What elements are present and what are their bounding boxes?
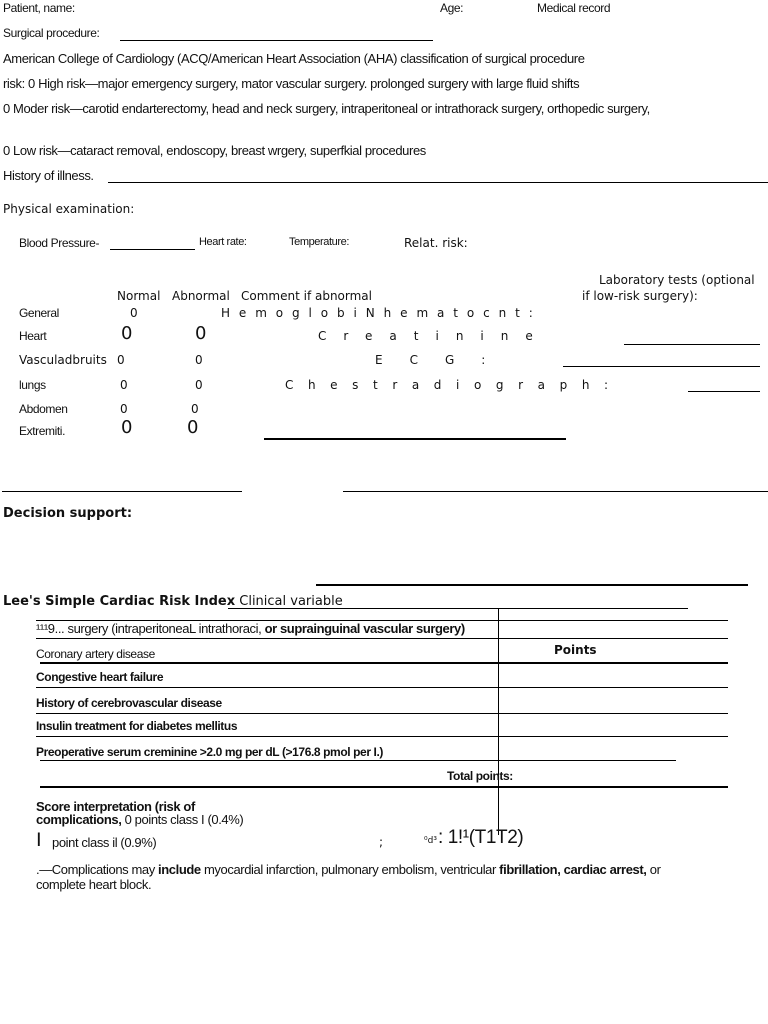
col-comment: Comment if abnormal <box>241 289 372 303</box>
class-2-number: I <box>36 829 42 851</box>
risk-low: 0 Low risk—cataract removal, endoscopy, breast wrgery, superfkial procedures <box>3 143 426 158</box>
points-header: Points <box>554 643 597 657</box>
surgery-text: ¹¹¹9... surgery (intraperitoneaL intrathoraci, <box>36 621 262 636</box>
lab-tests-title-2: if low-risk surgery): <box>582 289 698 303</box>
exam-normal-mark: 0 <box>117 353 125 367</box>
temperature-label: Temperature: <box>289 236 350 248</box>
complications-line-2: complete heart block. <box>36 877 152 892</box>
lee-row-insulin: Insulin treatment for diabetes mellitus <box>36 719 238 733</box>
heart-rate-label: Heart rate: <box>199 236 247 248</box>
lee-title-block <box>3 594 343 609</box>
table-vertical-divider <box>498 609 499 835</box>
complications-line-1 <box>36 862 661 877</box>
garbled-small-text: ⁰d³ <box>424 836 437 846</box>
lab-creatinine: Creatinine <box>318 329 550 343</box>
exam-abnormal-mark: 0 <box>195 323 207 344</box>
relat-risk-label: Relat. risk: <box>404 236 468 250</box>
exam-abnormal-mark: 0 <box>195 378 203 392</box>
complications-bold: fibrillation, cardiac arrest, <box>499 862 647 877</box>
table-row-line <box>40 662 728 664</box>
exam-abnormal-mark: 0 <box>195 353 203 367</box>
lab-hemoglobin: HemoglobiNhematocnt: <box>221 306 542 320</box>
exam-normal-mark: 0 <box>121 417 133 438</box>
garbled-big-text: : 1!¹(T1T2) <box>438 827 524 848</box>
exam-divider <box>264 438 566 440</box>
lee-row-surgery <box>36 621 465 636</box>
lab-chest: Chestradiograph: <box>285 378 623 392</box>
lab-ecg: ECG: <box>375 353 513 367</box>
lee-row-creatinine: Preoperative serum creminine >2.0 mg per dL (>176.8 pmol per I.) <box>36 745 383 759</box>
score-interpretation-1: Score interpretation (risk of <box>36 799 195 814</box>
exam-row-label: Vasculadbruits <box>19 353 107 367</box>
lab-tests-title-1: Laboratory tests (optional <box>599 273 755 287</box>
signature-line-left <box>2 491 242 492</box>
table-row-line <box>40 760 676 761</box>
col-normal: Normal <box>117 289 161 303</box>
col-abnormal: Abnormal <box>172 289 230 303</box>
history-label: History of illness. <box>3 168 94 183</box>
risk-moderate: 0 Moder risk—carotid endarterectomy, head and neck surgery, intraperitoneal or intrathorack surgery, orthopedic surgery, <box>3 101 650 116</box>
table-row-line <box>36 713 728 714</box>
score-bold: complications, <box>36 812 122 827</box>
class-2-text: point class il (0.9%) <box>52 835 157 850</box>
complications-or: or <box>649 862 661 877</box>
total-points-label: Total points: <box>447 769 513 783</box>
lee-row-cerebrovascular: History of cerebrovascular disease <box>36 696 222 710</box>
semicolon: ; <box>379 835 384 849</box>
decision-support-label: Decision support: <box>3 506 133 521</box>
table-row-line <box>36 638 728 639</box>
physical-exam-label: Physical examination: <box>3 202 135 216</box>
history-line <box>108 182 768 183</box>
lee-underline <box>228 608 688 609</box>
exam-row-label: General <box>19 306 59 320</box>
bp-line <box>110 249 195 250</box>
table-row-line <box>36 736 728 737</box>
age-label: Age: <box>440 1 464 15</box>
exam-row-label: Heart <box>19 329 47 343</box>
exam-row-label: Abdomen <box>19 402 68 416</box>
signature-line-right <box>343 491 768 492</box>
table-row-line <box>40 786 728 788</box>
lee-row-chf: Congestive heart failure <box>36 670 164 684</box>
table-row-line <box>36 687 728 688</box>
complications-list: myocardial infarction, pulmonary embolism, ventricular <box>203 862 496 877</box>
exam-abnormal-mark: 0 <box>187 417 199 438</box>
creatinine-line <box>624 344 760 345</box>
lee-top-line <box>316 584 748 586</box>
exam-normal-mark: 0 <box>121 323 133 344</box>
complications-include: include <box>158 862 201 877</box>
patient-name-label: Patient, name: <box>3 1 75 15</box>
surgical-procedure-line <box>120 40 433 41</box>
acc-title: American College of Cardiology (ACQ/American Heart Association (AHA) classification of surgical procedure <box>3 51 585 66</box>
ecg-line <box>563 366 760 367</box>
table-row-line <box>36 620 728 621</box>
medical-record-label: Medical record <box>537 1 611 15</box>
complications-prefix: .—Complications may <box>36 862 155 877</box>
lee-row-coronary: Coronary artery disease <box>36 647 155 661</box>
exam-normal-mark: 0 <box>120 402 128 416</box>
exam-row-label: Extremiti. <box>19 424 66 438</box>
clinical-variable-label: Clinical variable <box>239 594 343 609</box>
exam-row-label: lungs <box>19 378 46 392</box>
surgical-procedure-label: Surgical procedure: <box>3 26 100 40</box>
chest-line <box>688 391 760 392</box>
exam-normal-mark: 0 <box>120 378 128 392</box>
score-interpretation-2 <box>36 812 243 827</box>
bp-label: Blood Pressure- <box>19 236 100 250</box>
score-class-1: 0 points class I (0.4%) <box>124 812 244 827</box>
lee-title: Lee's Simple Cardiac Risk Index <box>3 594 236 609</box>
risk-high: risk: 0 High risk—major emergency surgery, mator vascular surgery. prolonged surgery with large fluid shifts <box>3 76 580 91</box>
surgery-bold-text: or suprainguinal vascular surgery) <box>264 621 465 636</box>
exam-abnormal-mark: 0 <box>191 402 199 416</box>
exam-normal-mark: 0 <box>130 306 138 320</box>
